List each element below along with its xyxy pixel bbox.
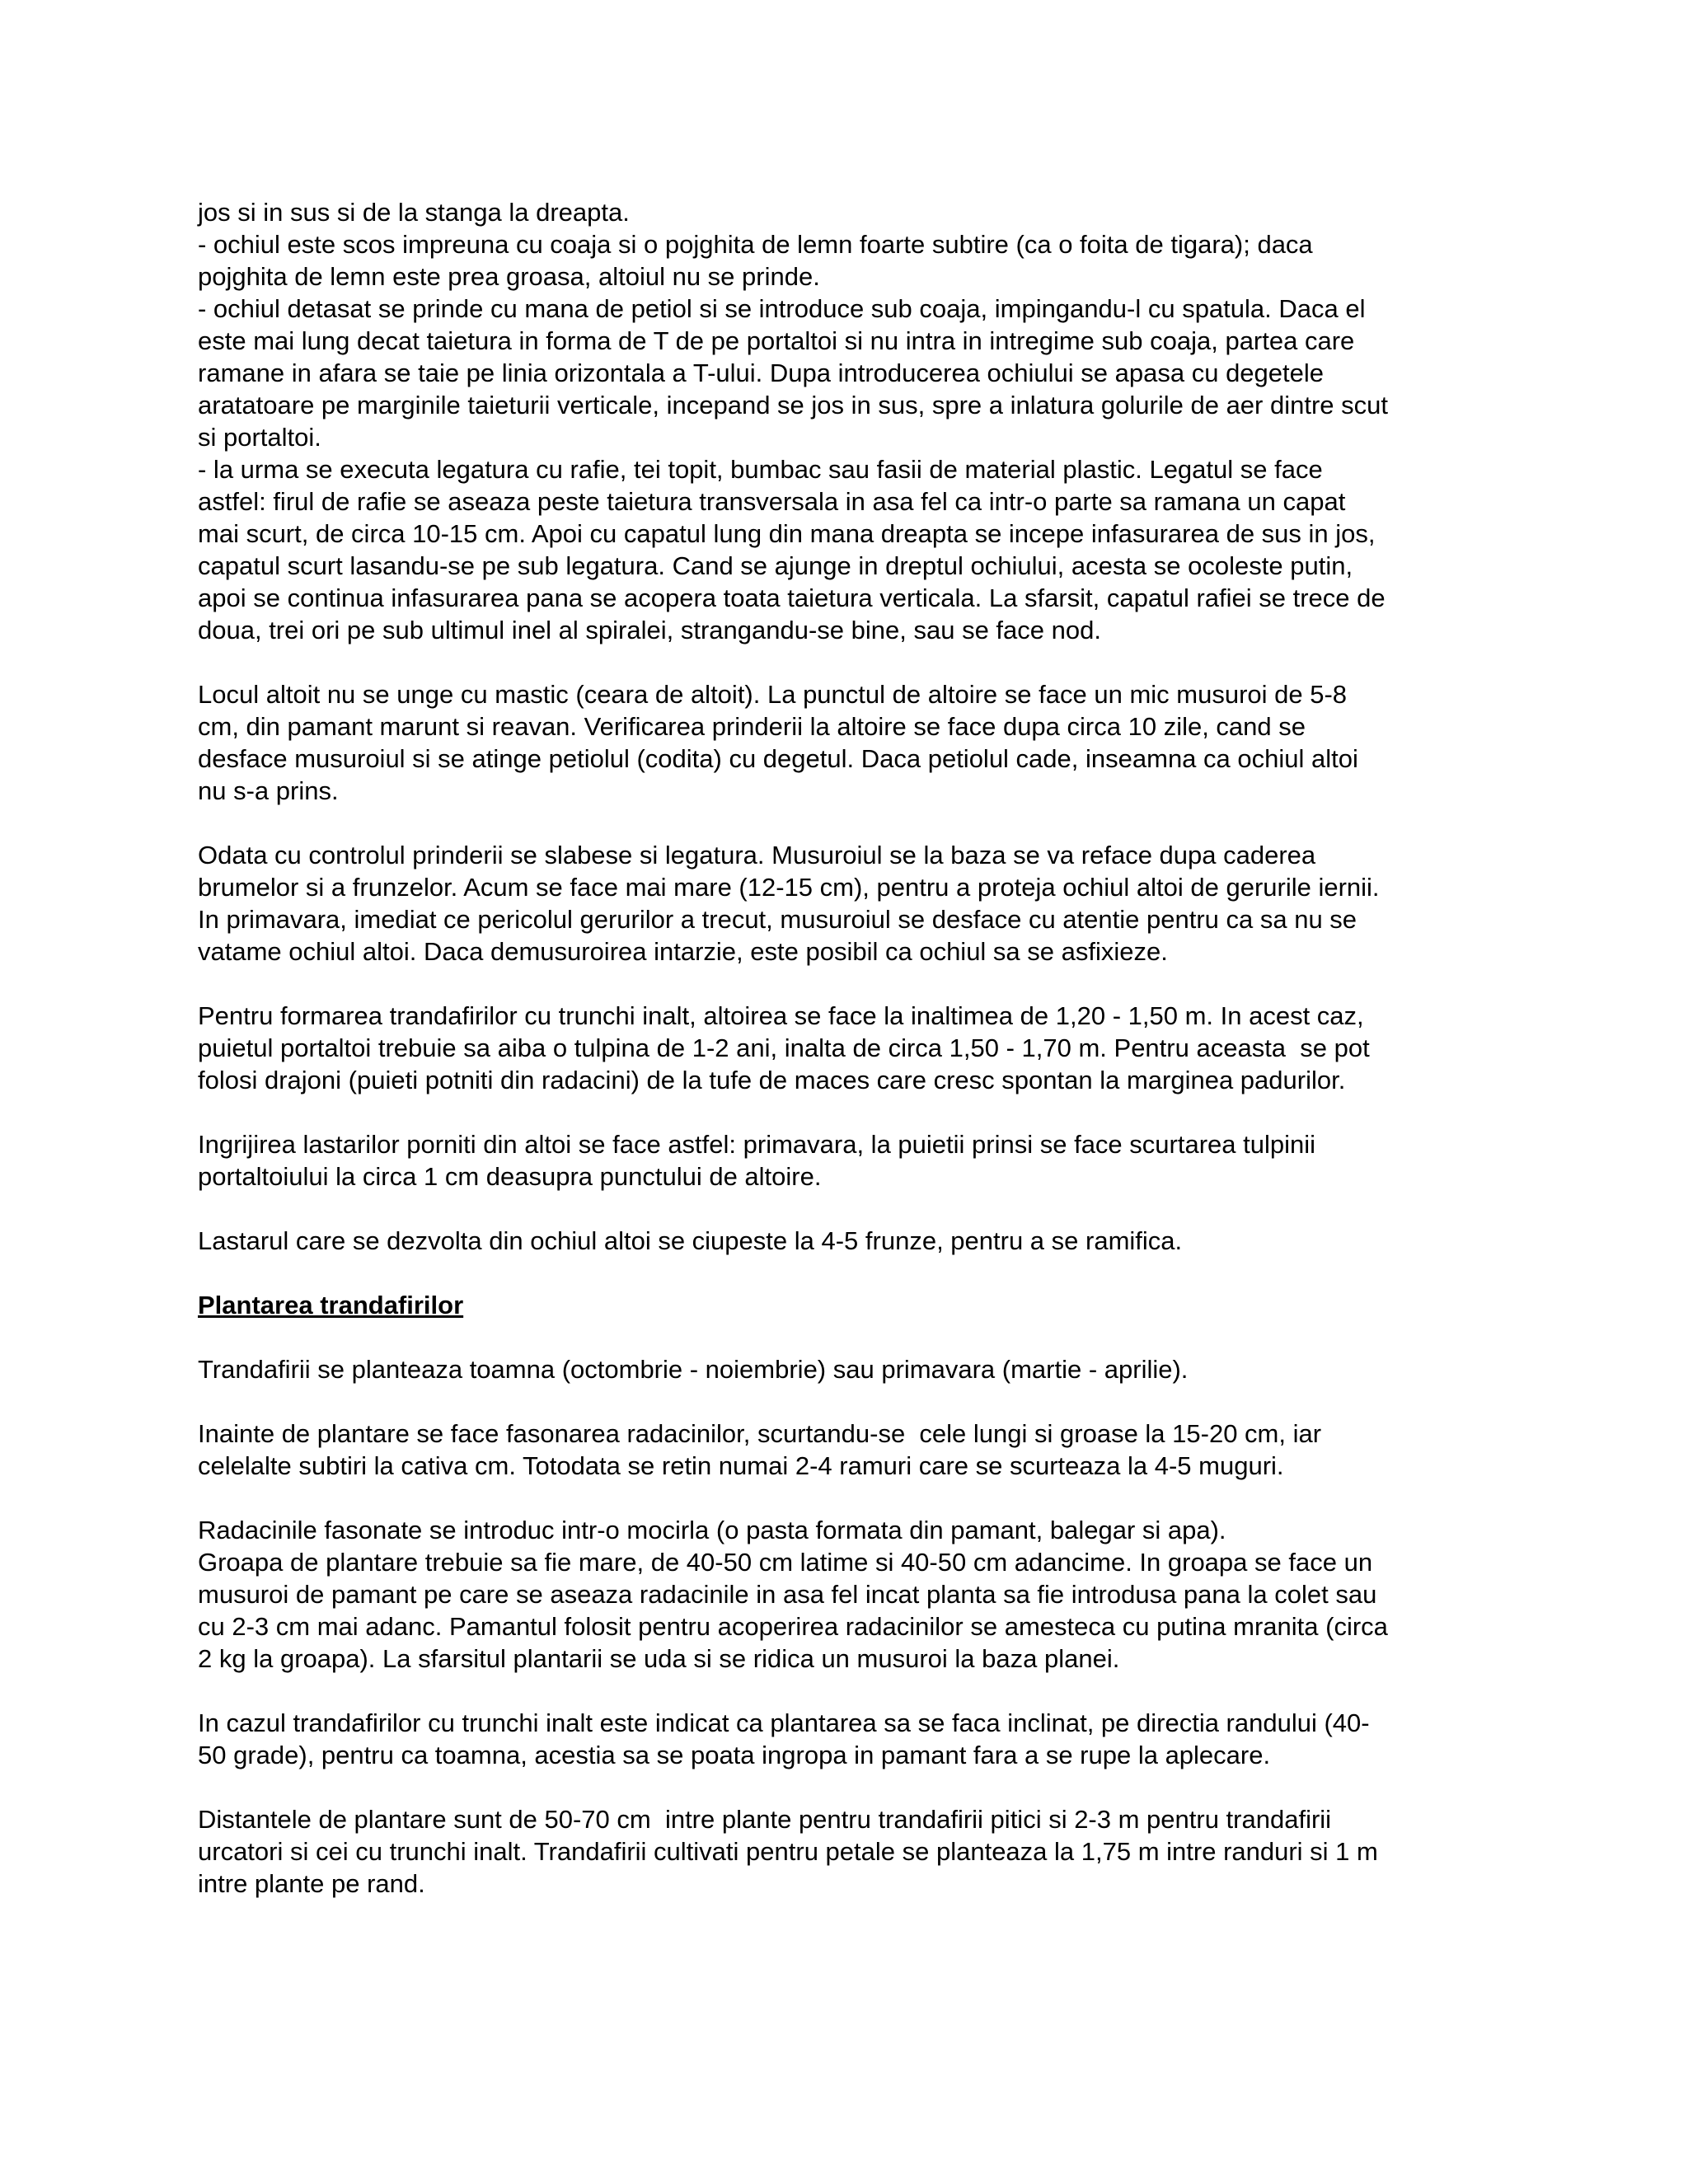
text-line: puietul portaltoi trebuie sa aiba o tulpina de 1-2 ani, inalta de circa 1,50 - 1,70 m. Pentru aceasta se pot: [198, 1033, 1370, 1062]
text-line: Pentru formarea trandafirilor cu trunchi inalt, altoirea se face la inaltimea de 1,20 - 1,50 m. In acest caz,: [198, 1001, 1364, 1030]
text-line: Locul altoit nu se unge cu mastic (ceara de altoit). La punctul de altoire se face un mic musuroi de 5-8: [198, 680, 1348, 709]
text-line: brumelor si a frunzelor. Acum se face mai mare (12-15 cm), pentru a proteja ochiul altoi de gerurile iernii.: [198, 873, 1380, 902]
text-line: urcatori si cei cu trunchi inalt. Trandafirii cultivati pentru petale se planteaza la 1,75 m intre randuri si 1 m: [198, 1837, 1378, 1866]
text-line: aratatoare pe marginile taieturii verticale, incepand se jos in sus, spre a inlatura golurile de aer dintre scut: [198, 391, 1388, 419]
paragraph: [198, 1514, 1500, 1675]
paragraph-gap: [198, 646, 1500, 678]
text-line: intre plante pe rand.: [198, 1869, 425, 1898]
text-line: Groapa de plantare trebuie sa fie mare, de 40-50 cm latime si 40-50 cm adancime. In groapa se face un: [198, 1548, 1373, 1577]
text-line: astfel: firul de rafie se aseaza peste taietura transversala in asa fel ca intr-o parte sa ramana un capat: [198, 487, 1346, 516]
text-line: este mai lung decat taietura in forma de T de pe portaltoi si nu intra in intregime sub coaja, partea care: [198, 326, 1355, 355]
text-line: Odata cu controlul prinderii se slabese si legatura. Musuroiul se la baza se va reface dupa caderea: [198, 841, 1316, 869]
text-line: cm, din pamant marunt si reavan. Verificarea prinderii la altoire se face dupa circa 10 zile, cand se: [198, 712, 1306, 741]
paragraph: [198, 1128, 1500, 1193]
paragraph: [198, 1225, 1500, 1257]
paragraph: [198, 1707, 1500, 1771]
text-line: Radacinile fasonate se introduc intr-o mocirla (o pasta formata din pamant, balegar si apa).: [198, 1516, 1226, 1544]
text-line: - ochiul este scos impreuna cu coaja si o pojghita de lemn foarte subtire (ca o foita de tigara); daca: [198, 230, 1313, 259]
text-line: portaltoiului la circa 1 cm deasupra punctului de altoire.: [198, 1162, 822, 1191]
text-line: nu s-a prins.: [198, 776, 339, 805]
text-line: desface musuroiul si se atinge petiolul (codita) cu degetul. Daca petiolul cade, inseamna ca ochiul altoi: [198, 744, 1358, 773]
text-line: Lastarul care se dezvolta din ochiul altoi se ciupeste la 4-5 frunze, pentru a se ramifica.: [198, 1226, 1183, 1255]
paragraph-gap: [198, 1321, 1500, 1353]
paragraph: [198, 1418, 1500, 1482]
text-line: - ochiul detasat se prinde cu mana de petiol si se introduce sub coaja, impingandu-l cu spatula. Daca el: [198, 294, 1366, 323]
heading-text: Plantarea trandafirilor: [198, 1291, 464, 1319]
paragraph: [198, 1000, 1500, 1096]
paragraph-gap: [198, 1482, 1500, 1514]
paragraph-gap: [198, 1096, 1500, 1128]
paragraph: [198, 196, 1500, 646]
text-line: musuroi de pamant pe care se aseaza radacinile in asa fel incat planta sa fie introdusa pana la colet sau: [198, 1580, 1377, 1609]
text-line: Ingrijirea lastarilor porniti din altoi se face astfel: primavara, la puietii prinsi se face scurtarea tulpinii: [198, 1130, 1316, 1159]
paragraph-gap: [198, 1257, 1500, 1289]
text-line: 50 grade), pentru ca toamna, acestia sa se poata ingropa in pamant fara a se rupe la aplecare.: [198, 1741, 1271, 1769]
text-line: vatame ochiul altoi. Daca demusuroirea intarzie, este posibil ca ochiul sa se asfixieze.: [198, 937, 1168, 966]
paragraph: [198, 1803, 1500, 1900]
text-line: In cazul trandafirilor cu trunchi inalt este indicat ca plantarea sa se faca inclinat, pe directia randului (40-: [198, 1708, 1370, 1737]
text-line: cu 2-3 cm mai adanc. Pamantul folosit pentru acoperirea radacinilor se amesteca cu putina mranita (circa: [198, 1612, 1388, 1641]
text-line: Inainte de plantare se face fasonarea radacinilor, scurtandu-se cele lungi si groase la 15-20 cm, iar: [198, 1419, 1322, 1448]
paragraph-gap: [198, 1193, 1500, 1225]
text-line: Trandafirii se planteaza toamna (octombrie - noiembrie) sau primavara (martie - aprilie).: [198, 1355, 1189, 1384]
text-line: doua, trei ori pe sub ultimul inel al spiralei, strangandu-se bine, sau se face nod.: [198, 616, 1101, 644]
text-line: ramane in afara se taie pe linia orizontala a T-ului. Dupa introducerea ochiului se apasa cu degetele: [198, 359, 1325, 387]
text-line: folosi drajoni (puieti potniti din radacini) de la tufe de maces care cresc spontan la marginea padurilor.: [198, 1066, 1346, 1094]
text-line: pojghita de lemn este prea groasa, altoiul nu se prinde.: [198, 262, 820, 291]
paragraph-gap: [198, 1771, 1500, 1803]
document-page: [198, 196, 1500, 1900]
text-line: si portaltoi.: [198, 423, 321, 452]
paragraph: [198, 678, 1500, 807]
text-line: jos si in sus si de la stanga la dreapta.: [198, 198, 630, 227]
paragraph: [198, 1353, 1500, 1385]
text-line: In primavara, imediat ce pericolul gerurilor a trecut, musuroiul se desface cu atentie pentru ca sa nu se: [198, 905, 1357, 934]
section-heading: [198, 1289, 1500, 1321]
paragraph-gap: [198, 1675, 1500, 1707]
paragraph-gap: [198, 968, 1500, 1000]
text-line: mai scurt, de circa 10-15 cm. Apoi cu capatul lung din mana dreapta se incepe infasurarea de sus in jos,: [198, 519, 1376, 548]
text-line: 2 kg la groapa). La sfarsitul plantarii se uda si se ridica un musuroi la baza planei.: [198, 1644, 1120, 1673]
text-line: celelalte subtiri la cativa cm. Totodata se retin numai 2-4 ramuri care se scurteaza la 4-5 muguri.: [198, 1451, 1284, 1480]
paragraph-gap: [198, 1385, 1500, 1418]
text-line: - la urma se executa legatura cu rafie, tei topit, bumbac sau fasii de material plastic. Legatul se face: [198, 455, 1323, 484]
paragraph: [198, 839, 1500, 968]
paragraph-gap: [198, 807, 1500, 839]
text-line: capatul scurt lasandu-se pe sub legatura. Cand se ajunge in dreptul ochiului, acesta se ocoleste putin,: [198, 551, 1353, 580]
text-line: apoi se continua infasurarea pana se acopera toata taietura verticala. La sfarsit, capatul rafiei se trece de: [198, 583, 1386, 612]
text-line: Distantele de plantare sunt de 50-70 cm intre plante pentru trandafirii pitici si 2-3 m pentru trandafirii: [198, 1805, 1332, 1834]
